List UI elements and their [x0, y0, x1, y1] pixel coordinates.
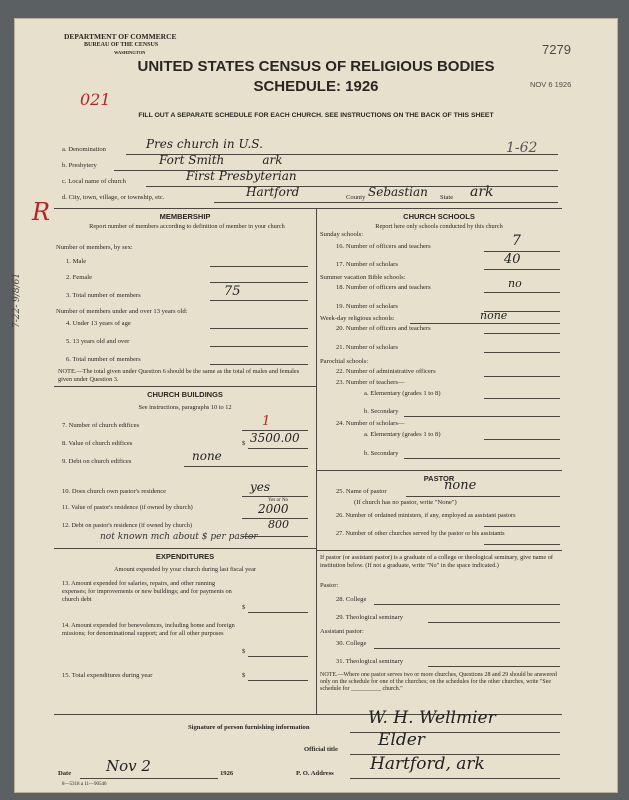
- q23a-label: a. Elementary (grades 1 to 8): [364, 390, 441, 397]
- q31-label: 31. Theological seminary: [336, 658, 404, 665]
- q30-label: 30. College: [336, 640, 367, 647]
- q15-dollar: $: [242, 672, 246, 679]
- q21-label: 21. Number of scholars: [336, 344, 398, 351]
- signature-label: Signature of person furnishing information: [188, 724, 310, 731]
- q8-label: 8. Value of church edifices: [62, 440, 133, 447]
- buildings-sub: See instructions, paragraphs 10 to 12: [138, 404, 232, 411]
- schools-intro: Report here only schools conducted by this church: [375, 223, 503, 230]
- q9-label: 9. Debt on church edifices: [62, 458, 132, 465]
- q10-label: 10. Does church own pastor's residence: [62, 488, 167, 495]
- local-name-value: First Presbyterian: [186, 169, 297, 183]
- q18-label: 18. Number of officers and teachers: [336, 284, 431, 291]
- signature-value: W. H. Wellmier: [368, 708, 496, 728]
- membership-heading: MEMBERSHIP: [159, 212, 211, 221]
- q4-label: 4. Under 13 years of age: [66, 320, 131, 327]
- q3-label: 3. Total number of members: [66, 292, 141, 299]
- q23b-label: b. Secondary: [364, 408, 399, 415]
- state-value: ark: [470, 184, 494, 200]
- date-value: Nov 2: [106, 757, 151, 775]
- pastor-sublabel: Pastor:: [320, 582, 339, 589]
- q26-label: 26. Number of ordained ministers, if any, employed as assistant pastors: [336, 512, 516, 519]
- summer-label: Summer vacation Bible schools:: [320, 274, 406, 281]
- presbytery-label: b. Presbytery: [62, 162, 97, 169]
- bureau-label: BUREAU OF THE CENSUS: [84, 42, 159, 48]
- q23-label: 23. Number of teachers—: [336, 379, 405, 386]
- yes-no-label: Yes or No: [268, 498, 289, 503]
- q13-label: 13. Amount expended for salaries, repairs, and other running expenses; for improvements or new buildings; and for payments on church debt: [62, 580, 232, 603]
- red-number: 021: [80, 90, 111, 109]
- denomination-label: a. Denomination: [62, 146, 106, 153]
- denomination-code: 1-62: [506, 140, 538, 156]
- q24-label: 24. Number of scholars—: [336, 420, 405, 427]
- expenditures-heading: EXPENDITURES: [155, 552, 215, 561]
- city-value: Hartford: [246, 185, 300, 199]
- q10-value: yes: [250, 480, 271, 494]
- q16-label: 16. Number of officers and teachers: [336, 243, 431, 250]
- side-date-note: 7-22- 9/8/61: [12, 272, 22, 328]
- under-over-label: Number of members under and over 13 years old:: [56, 308, 188, 315]
- parochial-label: Parochial schools:: [320, 358, 369, 365]
- po-address-label: P. O. Address: [296, 770, 334, 777]
- q19-label: 19. Number of scholars: [336, 303, 398, 310]
- official-title-value: Elder: [378, 730, 425, 750]
- q12-handwritten-note: not known mch about $ per pastor: [100, 532, 258, 542]
- membership-intro: Report number of members according to definition of member in your church: [89, 223, 285, 230]
- q9-value: none: [192, 449, 222, 463]
- q8-value: 3500.00: [250, 431, 300, 445]
- q13-dollar: $: [242, 604, 246, 611]
- q12-value: 800: [268, 518, 289, 531]
- q18-value: no: [508, 277, 522, 290]
- q8-dollar: $: [242, 440, 246, 447]
- membership-note: NOTE.—The total given under Question 6 should be the same as the total of males and females given under Question 3.: [58, 368, 300, 383]
- q14-dollar: $: [242, 648, 246, 655]
- schools-heading: CHURCH SCHOOLS: [403, 212, 475, 221]
- q25-note: (If church has no pastor, write "None"): [354, 499, 457, 506]
- form-code: 8—5318 a 11—90546: [62, 782, 107, 787]
- date-year: 1926: [220, 770, 234, 777]
- q15-label: 15. Total expenditures during year: [62, 672, 153, 679]
- q11-label: 11. Value of pastor's residence (if owned by church): [62, 504, 193, 511]
- q1-label: 1. Male: [66, 258, 87, 265]
- q6-label: 6. Total number of members: [66, 356, 141, 363]
- by-sex-label: Number of members, by sex:: [56, 244, 133, 251]
- q14-label: 14. Amount expended for benevolences, including home and foreign missions; for denominational support; and for all other purposes: [62, 622, 235, 637]
- buildings-heading: CHURCH BUILDINGS: [147, 390, 223, 399]
- q17-value: 40: [504, 252, 521, 267]
- q3-value: 75: [224, 284, 241, 299]
- q20-value: none: [480, 309, 508, 322]
- q25-label: 25. Name of pastor: [336, 488, 387, 495]
- stamp-number: 7279: [542, 42, 571, 57]
- red-r-mark: R: [32, 198, 51, 226]
- q2-label: 2. Female: [66, 274, 93, 281]
- dept-label: DEPARTMENT OF COMMERCE: [64, 32, 177, 41]
- asst-pastor-sublabel: Assistant pastor:: [320, 628, 364, 635]
- schedule-title: SCHEDULE: 1926: [253, 78, 379, 95]
- q20-label: 20. Number of officers and teachers: [336, 325, 431, 332]
- local-name-label: c. Local name of church: [62, 178, 126, 185]
- city-label: d. City, town, village, or township, etc.: [62, 194, 165, 201]
- official-title-label: Official title: [304, 746, 338, 753]
- q17-label: 17. Number of scholars: [336, 261, 398, 268]
- q28-label: 28. College: [336, 596, 367, 603]
- q7-label: 7. Number of church edifices: [62, 422, 140, 429]
- q16-value: 7: [512, 233, 521, 249]
- q12-label: 12. Debt on pastor's residence (if owned by church): [62, 522, 193, 529]
- expenditures-sub: Amount expended by your church during last fiscal year: [114, 566, 256, 573]
- date-label: Date: [58, 770, 72, 777]
- q27-label: 27. Number of other churches served by the pastor or his assistants: [336, 530, 505, 537]
- q24a-label: a. Elementary (grades 1 to 8): [364, 431, 441, 438]
- po-address-value: Hartford, ark: [370, 754, 485, 774]
- pastor-heading: PASTOR: [423, 474, 455, 483]
- presbytery-value: Fort Smith ark: [159, 153, 283, 167]
- denomination-value: Pres church in U.S.: [146, 137, 263, 151]
- q7-value: 1: [262, 414, 271, 429]
- washington-label: WASHINGTON: [114, 50, 146, 55]
- sunday-label: Sunday schools:: [320, 231, 364, 238]
- q24b-label: b. Secondary: [364, 450, 399, 457]
- census-form: [14, 18, 618, 793]
- state-label: State: [440, 194, 454, 201]
- q22-label: 22. Number of administrative officers: [336, 368, 436, 375]
- q11-value: 2000: [258, 502, 289, 516]
- county-value: Sebastian: [368, 185, 428, 199]
- weekday-label: Week-day religious schools:: [320, 315, 395, 322]
- instruction-line: FILL OUT A SEPARATE SCHEDULE FOR EACH CHURCH. SEE INSTRUCTIONS ON THE BACK OF THIS SHEET: [138, 112, 494, 119]
- q5-label: 5. 13 years old and over: [66, 338, 130, 345]
- pastor-note: NOTE.—Where one pastor serves two or more churches, Questions 28 and 29 should be answered only on the schedule for one of the churches; on the schedules for the other churches, write "See schedule for __________ church.": [320, 672, 557, 692]
- graduate-note: If pastor (or assistant pastor) is a graduate of a college or theological seminary, give name of institution below. (If not a graduate, write "No" in the space indicated.): [320, 554, 554, 569]
- form-title: UNITED STATES CENSUS OF RELIGIOUS BODIES: [137, 58, 495, 75]
- stamp-date: NOV 6 1926: [530, 80, 572, 89]
- county-label: County: [346, 194, 366, 201]
- q29-label: 29. Theological seminary: [336, 614, 404, 621]
- q25-value: none: [444, 478, 477, 493]
